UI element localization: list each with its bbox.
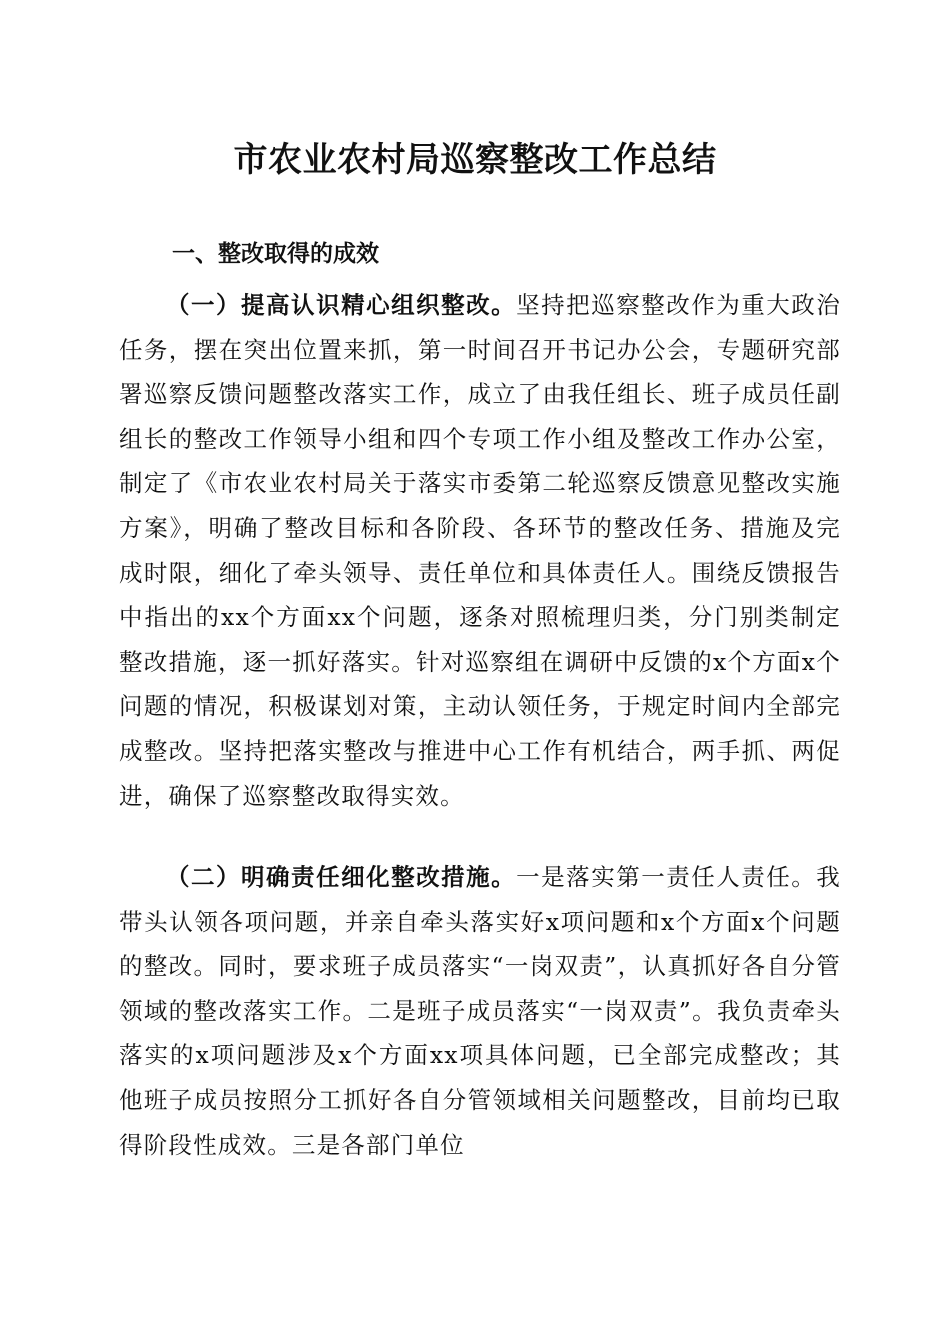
paragraph-2-text: 一是落实第一责任人责任。我带头认领各项问题，并亲自牵头落实好x项问题和x个方面x个问题的整改。同时，要求班子成员落实“一岗双责”，认真抓好各自分管领域的整改落实工作。二是班子成员落实“一岗双责”。我负责牵头落实的x项问题涉及x个方面xx项具体问题，已全部完成整改；其他班子成员按照分工抓好各自分管领域相关问题整改，目前均已取得阶段性成效。三是各部门单位 xyxy=(119,863,841,1159)
paragraph-1-text: 坚持把巡察整改作为重大政治任务，摆在突出位置来抓，第一时间召开书记办公会，专题研究部署巡察反馈问题整改落实工作，成立了由我任组长、班子成员任副组长的整改工作领导小组和四个专项工作小组及整改工作办公室，制定了《市农业农村局关于落实市委第二轮巡察反馈意见整改实施方案》，明确了整改目标和各阶段、各环节的整改任务、措施及完成时限，细化了牵头领导、责任单位和具体责任人。围绕反馈报告中指出的xx个方面xx个问题，逐条对照梳理归类，分门别类制定整改措施，逐一抓好落实。针对巡察组在调研中反馈的x个方面x个问题的情况，积极谋划对策，主动认领任务，于规定时间内全部完成整改。坚持把落实整改与推进中心工作有机结合，两手抓、两促进，确保了巡察整改取得实效。 xyxy=(119,291,841,810)
paragraph-1-lead: （一）提高认识精心组织整改。 xyxy=(166,291,517,319)
section-heading: 一、整改取得的成效 xyxy=(172,241,379,267)
paragraph-2 xyxy=(119,855,841,1167)
paragraph-1 xyxy=(119,283,841,818)
document-title: 市农业农村局巡察整改工作总结 xyxy=(233,140,717,180)
paragraph-2-lead: （二）明确责任细化整改措施。 xyxy=(166,863,517,891)
